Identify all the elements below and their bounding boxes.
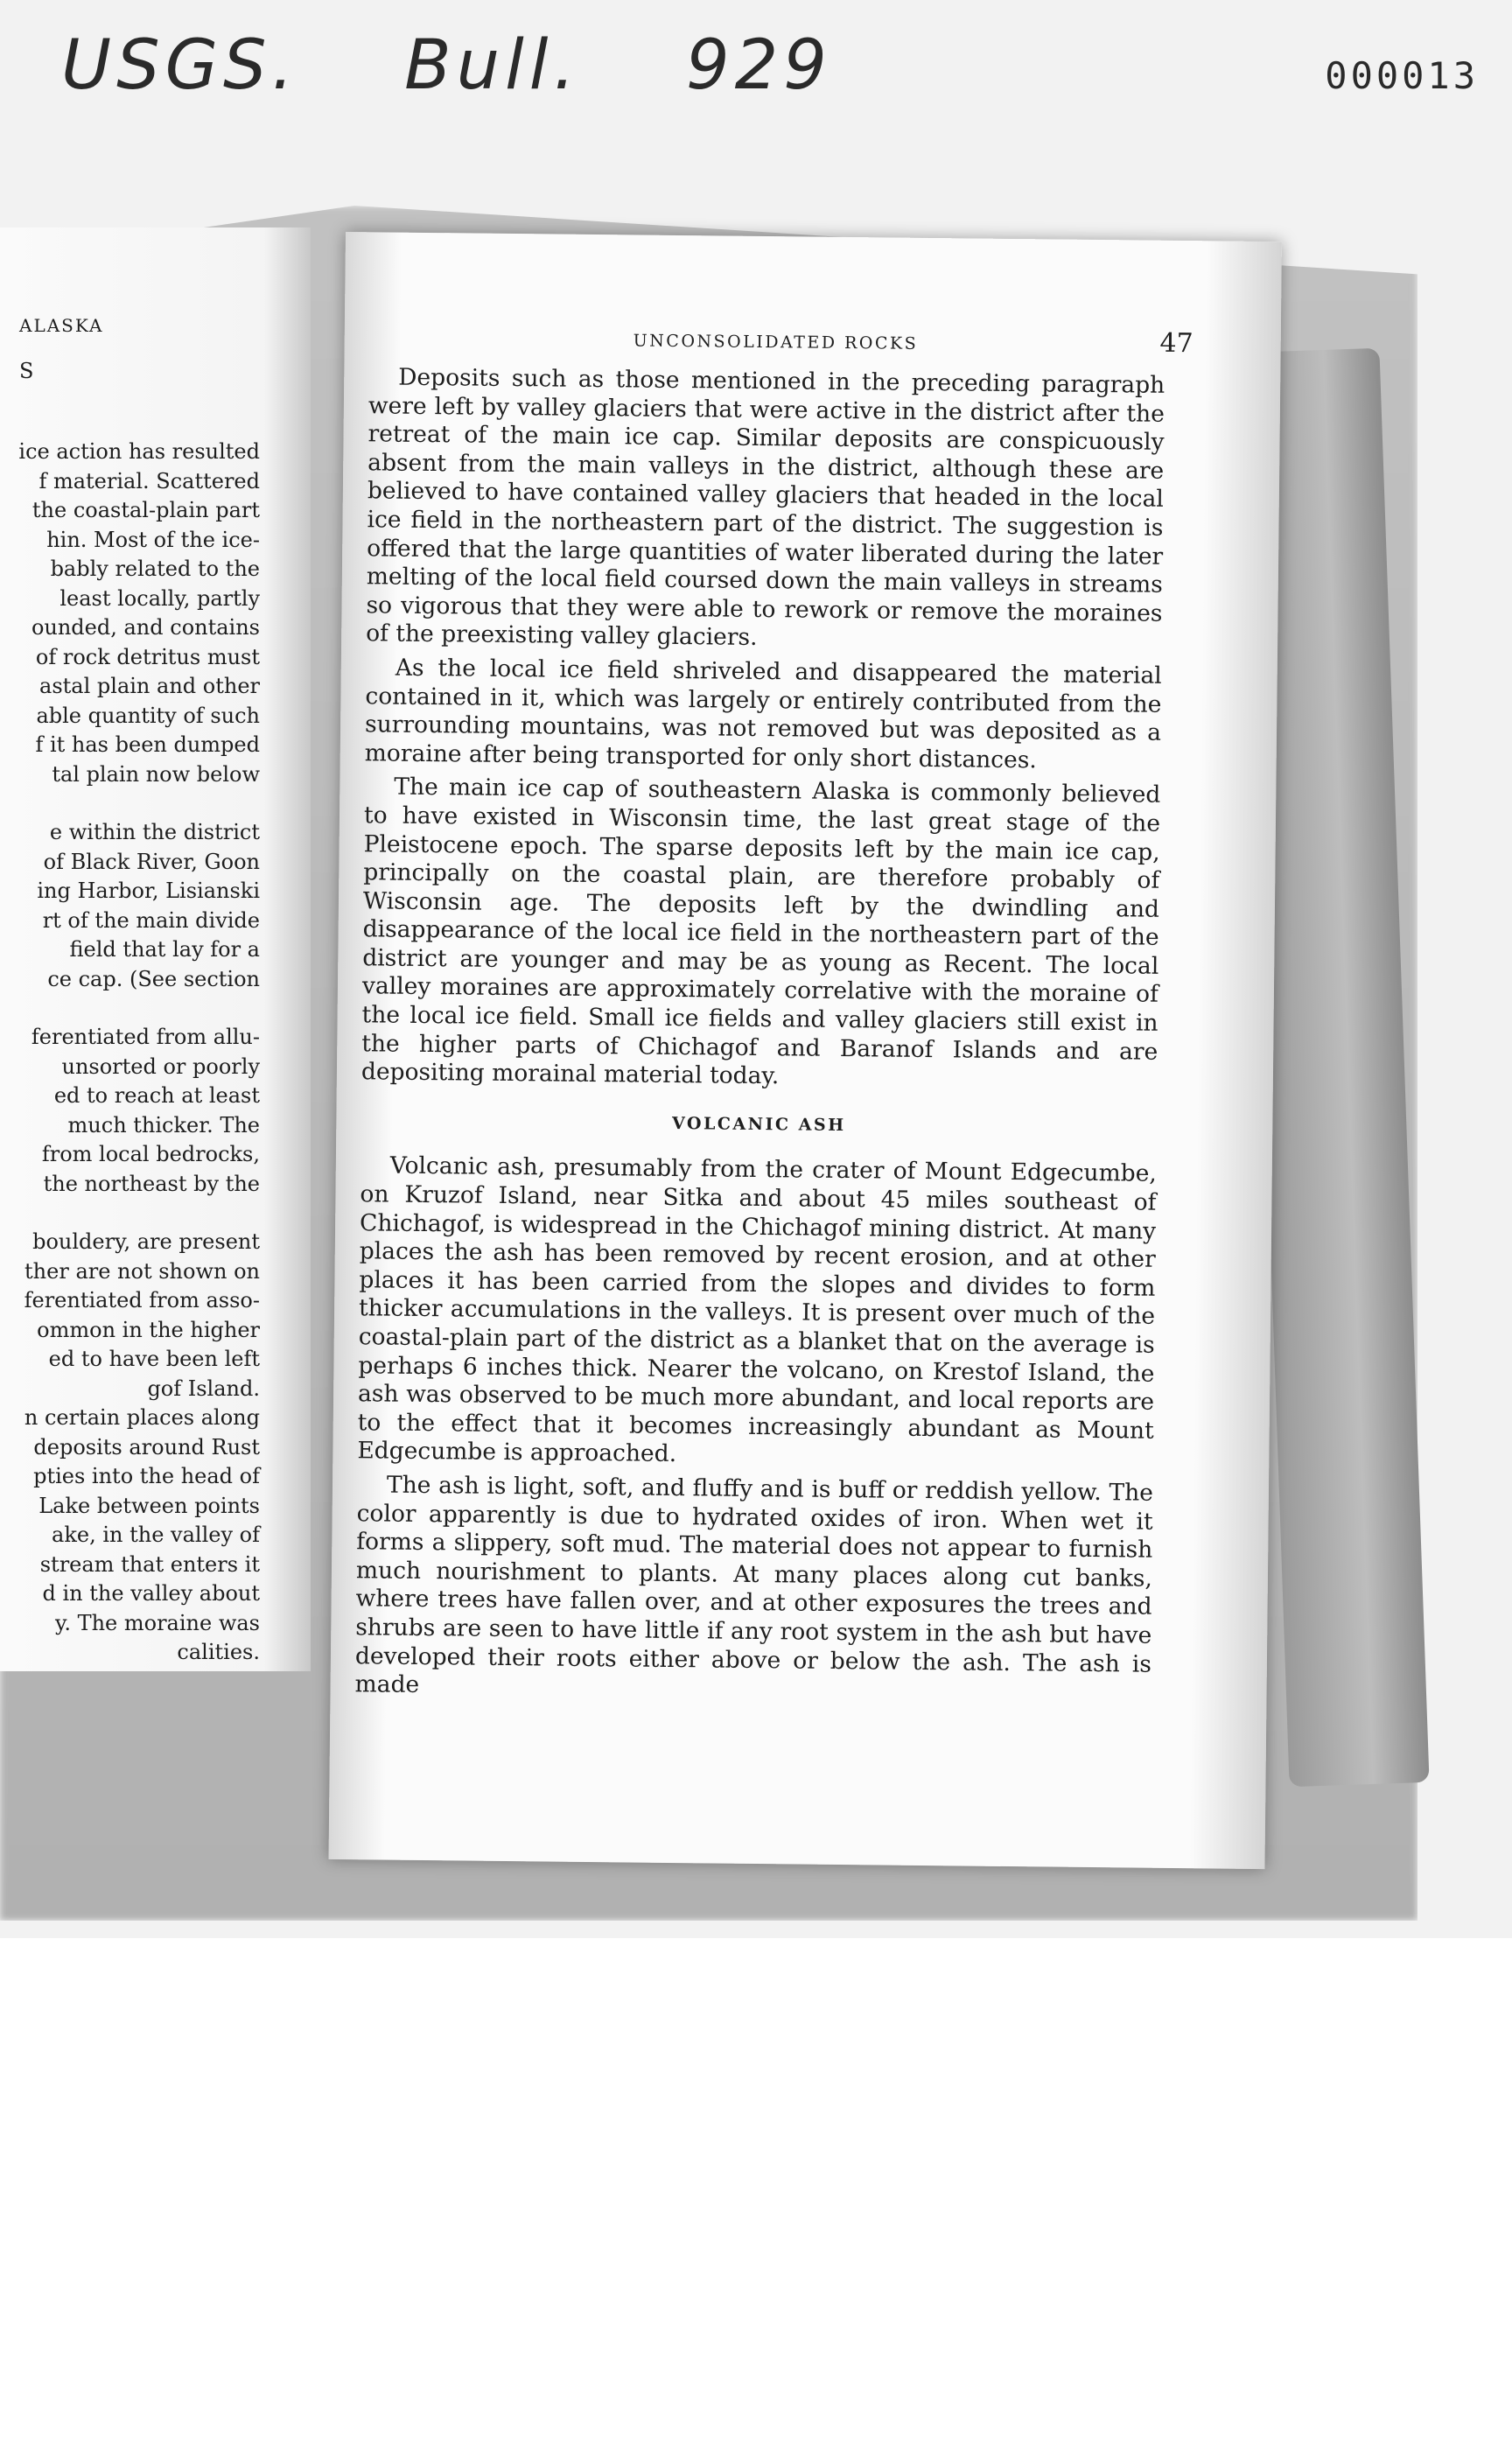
page-id-stamp: 000013	[1325, 54, 1479, 97]
paragraph: The main ice cap of southeastern Alaska is commonly believed to have existed in Wisconsin time, the last great stage of the Pleistocene epoch. The sparse deposits left by the main ice cap, principally on the coastal plain, are therefore probably of Wisconsin age. The deposits left by the dwindling and disappearance of the local ice field in the northeastern part of the district are younger and may be as young as Recent. The local valley moraines are approximately correlative with the moraine of the local ice field. Small ice fields and valley glaciers still exist in the higher parts of Chichagof and Baranof Islands and are depositing morainal material today.	[360, 773, 1161, 1090]
left-text-line	[10, 789, 260, 818]
left-text-line: gof Island.	[147, 1376, 260, 1401]
left-running-head: ALASKA	[19, 315, 104, 336]
left-text-line: the northeast by the	[43, 1171, 260, 1196]
left-text-line: from local bedrocks,	[41, 1142, 260, 1166]
left-text-line: least locally, partly	[60, 585, 260, 611]
page-number: 47	[1159, 327, 1194, 360]
left-text-line: f material. Scattered	[38, 468, 260, 494]
handwritten-annotation	[61, 26, 911, 105]
left-text-line: n certain places along	[24, 1405, 260, 1430]
left-text-line: e within the district	[49, 820, 260, 844]
left-text-line: f it has been dumped	[35, 732, 260, 757]
left-text-line: ake, in the valley of	[52, 1522, 260, 1547]
left-text-line: pties into the head of	[33, 1464, 260, 1488]
left-text-line: bably related to the	[50, 556, 260, 581]
body-text	[354, 363, 1165, 1712]
left-text-line: rt of the main divide	[42, 907, 260, 933]
paragraph: Deposits such as those mentioned in the preceding paragraph were left by valley glaciers that were active in the district after the retreat of the main ice cap. Similar deposits are conspicuously absent from the main valleys in the district, although these are believed to have contained valley glaciers that headed in the local ice field in the northeastern part of the district. The suggestion is offered that the large quantities of water liberated during the later melting of the local field coursed down the main valleys in streams so vigorous that they were able to rework or remove the moraines of the preexisting valley glaciers.	[366, 363, 1166, 652]
left-text-line: ounded, and contains	[31, 615, 260, 640]
left-text-line: ice action has resulted	[18, 439, 260, 464]
left-text-line: ce cap. (See section	[47, 966, 260, 991]
left-text-line: ommon in the higher	[37, 1317, 260, 1342]
left-text-line: stream that enters it	[39, 1551, 260, 1577]
paragraph: Volcanic ash, presumably from the crater of Mount Edgecumbe, on Kruzof Island, near Sitka and about 45 miles southeast of Chichagof, is widespread in the Chichagof mining district. At many places the ash has been removed by recent erosion, and at other places it has been carried from the slopes and divides to form thicker accumulations in the valleys. It is present over much of the coastal-plain part of the district as a blanket that on the average is perhaps 6 inches thick. Nearer the volcano, on Krestof Island, the ash was observed to be much more abundant, and local reports are to the effect that it becomes increasingly abundant as Mount Edgecumbe is approached.	[357, 1152, 1157, 1468]
left-text-line: ed to have been left	[48, 1347, 260, 1371]
left-text-line: tal plain now below	[52, 761, 260, 787]
left-text-line	[10, 994, 260, 1023]
handwritten-number: 929	[686, 26, 832, 105]
left-text-line: of rock detritus must	[35, 644, 260, 669]
section-heading: VOLCANIC ASH	[671, 1113, 846, 1135]
left-text-line: able quantity of such	[36, 703, 260, 728]
left-text-line: the coastal-plain part	[32, 498, 260, 522]
left-text-line: ed to reach at least	[53, 1083, 260, 1108]
left-text-line: unsorted or poorly	[61, 1054, 260, 1079]
running-head: UNCONSOLIDATED ROCKS	[633, 331, 919, 354]
left-text-line: y. The moraine was	[54, 1610, 260, 1635]
left-text-line: hin. Most of the ice-	[46, 527, 260, 552]
left-text-line: ing Harbor, Lisianski	[37, 878, 260, 903]
left-text-line	[10, 1199, 260, 1228]
left-text-line: field that lay for a	[69, 937, 260, 962]
left-text-line: ferentiated from asso-	[24, 1288, 260, 1312]
left-page	[0, 228, 311, 1671]
left-subheader: S	[19, 359, 34, 383]
paragraph: The ash is light, soft, and fluffy and is buff or reddish yellow. The color apparently is due to hydrated oxides of iron. When wet it forms a slippery, soft mud. The material does not appear to furnish much nourishment to plants. At many places along cut banks, where trees have fallen over, and at other exposures the trees and shrubs are seen to have little if any root system in the ash but have developed their roots either above or below the ash. The ash is made	[354, 1471, 1154, 1699]
paragraph: As the local ice field shriveled and disappeared the material contained in it, which was largely or entirely contributed from the surrounding mountains, was not removed but was deposited as a moraine after being transported for only short distances.	[364, 654, 1162, 774]
left-text-line: of Black River, Goon	[43, 849, 260, 874]
left-text-line: bouldery, are present	[32, 1229, 260, 1254]
left-text-line: calities.	[177, 1640, 260, 1664]
handwritten-bull: Bull.	[404, 26, 581, 105]
left-page-text	[10, 438, 260, 1668]
left-text-line: much thicker. The	[67, 1112, 260, 1138]
left-text-line: astal plain and other	[39, 674, 260, 698]
left-text-line: ther are not shown on	[24, 1258, 260, 1284]
left-text-line: ferentiated from allu-	[31, 1025, 260, 1049]
right-page	[329, 232, 1282, 1869]
left-text-line: d in the valley about	[42, 1581, 260, 1606]
handwritten-usgs: USGS.	[61, 26, 299, 105]
left-text-line: Lake between points	[38, 1493, 260, 1518]
left-text-line: deposits around Rust	[33, 1434, 260, 1460]
